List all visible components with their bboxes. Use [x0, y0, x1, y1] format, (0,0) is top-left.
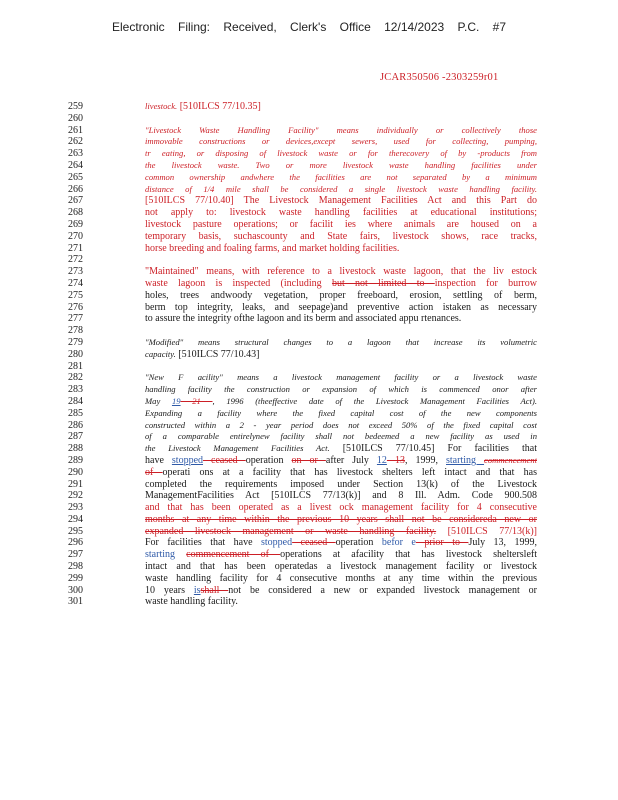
- line-text: [145, 136, 537, 148]
- text-segment: constructed within a 2 - year period does not exceed 50% of the fixed capital cost: [145, 419, 537, 430]
- line-number: 265: [68, 171, 83, 183]
- text-segment: starting: [446, 454, 485, 466]
- text-segment: [510ILCS 77/10.40] The Livestock Management Facilities Act and this Part do: [145, 195, 537, 207]
- line-number: 281: [68, 360, 83, 372]
- document-line: [0, 184, 618, 196]
- line-number: 291: [68, 478, 83, 490]
- text-segment: commencement: [484, 454, 537, 465]
- line-number: 298: [68, 561, 83, 573]
- line-number: 295: [68, 525, 83, 537]
- text-segment: shall: [200, 584, 229, 596]
- document-line: [0, 443, 618, 455]
- document-line: [0, 361, 618, 373]
- text-segment: operation: [335, 537, 382, 549]
- line-text: [145, 101, 537, 113]
- line-number: 277: [68, 313, 83, 325]
- document-line: [0, 502, 618, 514]
- text-segment: ceased: [292, 537, 336, 549]
- text-segment: distance of 1/4 mile shall be considered a single livestock waste handling facility.: [145, 183, 537, 194]
- line-number: 289: [68, 454, 83, 466]
- line-number: 264: [68, 159, 83, 171]
- line-text: [145, 479, 537, 491]
- line-text: [145, 396, 537, 408]
- document-line: [0, 313, 618, 325]
- line-text: [145, 585, 537, 597]
- line-text: [145, 596, 537, 608]
- text-segment: , 1999,: [404, 454, 446, 466]
- text-segment: to assure the integrity ofthe lagoon and its berm and associated appu rtenances.: [145, 313, 462, 325]
- text-segment: waste lagoon is inspected (including: [145, 277, 332, 289]
- text-segment: not apply to: livestock waste handling facilities at educational institutions;: [145, 207, 537, 219]
- line-number: 301: [68, 596, 83, 608]
- line-text: [145, 231, 537, 243]
- text-segment: completed the requirements imposed under Section 13(k) of the Livestock: [145, 478, 537, 490]
- document-line: [0, 136, 618, 148]
- document-line: [0, 219, 618, 231]
- text-segment: on or: [291, 454, 326, 466]
- document-line: [0, 467, 618, 479]
- line-text: [145, 302, 537, 314]
- text-segment: of a comparable entirelynew facility shall not bedeemed a new facility as used in: [145, 431, 537, 442]
- document-line: [0, 278, 618, 290]
- text-segment: July 13, 1999,: [468, 537, 537, 549]
- text-segment: not be considered a new or expanded livestock management or: [228, 584, 537, 596]
- text-segment: ManagementFacilities Act [510ILCS 77/13(k)] and 8 Ill. Adm. Code 900.508: [145, 490, 537, 502]
- text-segment: [510ILCS 77/10.35]: [177, 101, 261, 112]
- text-segment: the livestock waste. Two or more livestock waste handling facilities under: [145, 159, 537, 170]
- document-line: [0, 455, 618, 467]
- document-line: [0, 514, 618, 526]
- text-segment: have: [145, 454, 172, 466]
- document-line: [0, 408, 618, 420]
- line-number: 300: [68, 584, 83, 596]
- document-line: [0, 537, 618, 549]
- document-line: [0, 431, 618, 443]
- line-text: [145, 349, 537, 361]
- text-segment: operati ons at a facility that has livestock shelters left intact and that has: [162, 466, 537, 478]
- text-segment: operation: [245, 454, 292, 466]
- text-segment: capacity.: [145, 348, 176, 359]
- text-segment: "Livestock Waste Handling Facility" means individually or collectively those: [145, 124, 537, 135]
- line-number: 283: [68, 384, 83, 396]
- line-number: 269: [68, 218, 83, 230]
- text-segment: operations at afacility that has livestock sheltersleft: [280, 549, 537, 561]
- line-number: 273: [68, 266, 83, 278]
- text-segment: 21: [180, 395, 213, 406]
- document-line: [0, 231, 618, 243]
- text-segment: handling facility the construction or expansion of which is commenced onor after: [145, 384, 537, 395]
- line-text: [145, 219, 537, 231]
- line-number: 288: [68, 443, 83, 455]
- text-segment: holes, trees andwoody vegetation, proper freeboard, erosion, settling of berm,: [145, 289, 537, 301]
- text-segment: and that has been operated as a livest ock management facility for 4 consecutive: [145, 502, 537, 514]
- line-text: [145, 125, 537, 137]
- document-line: [0, 207, 618, 219]
- document-line: [0, 266, 618, 278]
- line-number: 271: [68, 242, 83, 254]
- line-number: 285: [68, 407, 83, 419]
- text-segment: is: [193, 584, 201, 596]
- text-segment: 10 years: [145, 584, 194, 596]
- line-text: [145, 514, 537, 526]
- document-line: [0, 302, 618, 314]
- line-text: [145, 372, 537, 384]
- line-number: 287: [68, 431, 83, 443]
- line-number: 282: [68, 372, 83, 384]
- text-segment: temporary basis, suchascounty and State fairs, livestock shows, race tracks,: [145, 230, 537, 242]
- document-line: [0, 479, 618, 491]
- line-number: 267: [68, 195, 83, 207]
- document-line: [0, 396, 618, 408]
- line-number: 274: [68, 277, 83, 289]
- text-segment: inspection for burrow: [434, 277, 537, 289]
- text-segment: , 1996 (theeffective date of the Livestock Management Facilities Act).: [212, 395, 537, 406]
- line-text: [145, 337, 537, 349]
- line-text: [145, 243, 537, 255]
- filing-header: Electronic Filing: Received, Clerk's Office 12/14/2023 P.C. #7: [111, 20, 506, 34]
- text-segment: 13: [386, 454, 405, 466]
- text-segment: expanded livestock management or waste handling facility.: [145, 525, 437, 537]
- line-text: [145, 490, 537, 502]
- line-text: [145, 278, 537, 290]
- text-segment: [510ILCS 77/13(k)]: [436, 525, 537, 537]
- document-body: [0, 101, 618, 608]
- line-text: [145, 148, 537, 160]
- line-number: 299: [68, 572, 83, 584]
- line-number: 260: [68, 112, 83, 124]
- document-line: [0, 125, 618, 137]
- text-segment: "New F acility" means a livestock management facility or a livestock waste: [145, 372, 537, 383]
- text-segment: 12: [376, 454, 387, 466]
- line-text: [145, 160, 537, 172]
- text-segment: commencement of: [186, 549, 281, 561]
- document-line: [0, 172, 618, 184]
- line-text: [145, 561, 537, 573]
- document-line: [0, 573, 618, 585]
- text-segment: waste handling facility.: [145, 596, 238, 608]
- line-text: [145, 455, 537, 467]
- document-id: JCAR350506 -2303259r01: [380, 72, 499, 83]
- line-number: 270: [68, 230, 83, 242]
- document-line: [0, 160, 618, 172]
- text-segment: starting: [145, 549, 187, 561]
- line-number: 292: [68, 490, 83, 502]
- text-segment: horse breeding and foaling farms, and market holding facilities.: [145, 242, 400, 254]
- line-text: [145, 537, 537, 549]
- text-segment: months at any time within the previous 10 years shall not be considereda new or: [145, 513, 537, 525]
- line-text: [145, 313, 537, 325]
- text-segment: [510ILCS 77/10.45] For facilities that: [329, 443, 537, 455]
- text-segment: livestock.: [145, 101, 178, 111]
- line-text: [145, 573, 537, 585]
- line-number: 266: [68, 183, 83, 195]
- document-line: [0, 526, 618, 538]
- line-number: 268: [68, 207, 83, 219]
- text-segment: stopped: [261, 537, 293, 549]
- text-segment: berm top integrity, leaks, and seepage)and preventive action istaken as necessary: [145, 301, 537, 313]
- text-segment: "Maintained" means, with reference to a livestock waste lagoon, that the liv estock: [145, 266, 537, 278]
- line-number: 261: [68, 124, 83, 136]
- line-text: [145, 526, 537, 538]
- line-text: [145, 207, 537, 219]
- text-segment: Expanding a facility where the fixed capital cost of the new components: [145, 407, 537, 418]
- text-segment: prior to: [415, 537, 469, 549]
- document-line: [0, 254, 618, 266]
- text-segment: of: [145, 466, 163, 478]
- text-segment: after July: [325, 454, 377, 466]
- line-text: [145, 443, 537, 455]
- text-segment: waste handling facility for 4 consecutive months at any time within the previous: [145, 572, 537, 584]
- document-line: [0, 549, 618, 561]
- line-text: [145, 266, 537, 278]
- document-line: [0, 372, 618, 384]
- line-text: [145, 172, 537, 184]
- document-line: [0, 101, 618, 113]
- text-segment: [510ILCS 77/10.43]: [175, 348, 260, 360]
- line-number: 294: [68, 513, 83, 525]
- line-number: 272: [68, 254, 83, 266]
- line-number: 297: [68, 549, 83, 561]
- line-number: 259: [68, 101, 83, 112]
- document-line: [0, 290, 618, 302]
- document-line: [0, 148, 618, 160]
- line-number: 275: [68, 289, 83, 301]
- document-line: [0, 490, 618, 502]
- document-line: [0, 384, 618, 396]
- line-text: [145, 467, 537, 479]
- line-text: [145, 431, 537, 443]
- document-line: [0, 195, 618, 207]
- line-number: 284: [68, 395, 83, 407]
- line-number: 290: [68, 466, 83, 478]
- document-line: [0, 337, 618, 349]
- text-segment: 19: [171, 395, 181, 406]
- line-text: [145, 408, 537, 420]
- text-segment: befor e: [381, 537, 416, 549]
- line-text: [145, 184, 537, 196]
- line-text: [145, 420, 537, 432]
- text-segment: livestock pasture operations; or facilit ies where animals are housed on a: [145, 218, 537, 230]
- line-number: 262: [68, 136, 83, 148]
- line-number: 263: [68, 148, 83, 160]
- document-line: [0, 561, 618, 573]
- line-number: 278: [68, 325, 83, 337]
- text-segment: but not limited to: [331, 277, 435, 289]
- document-line: [0, 420, 618, 432]
- line-number: 279: [68, 336, 83, 348]
- line-text: [145, 384, 537, 396]
- text-segment: common ownership andwhere the facilities are not separated by a minimum: [145, 171, 537, 182]
- document-line: [0, 585, 618, 597]
- line-number: 280: [68, 348, 83, 360]
- text-segment: tr eating, or disposing of livestock waste or for therecovery of by -products from: [145, 148, 537, 159]
- document-line: [0, 349, 618, 361]
- document-line: [0, 113, 618, 125]
- text-segment: "Modified" means structural changes to a lagoon that increase its volumetric: [145, 336, 537, 347]
- line-text: [145, 195, 537, 207]
- line-text: [145, 502, 537, 514]
- text-segment: intact and that has been operatedas a livestock management facility or livestock: [145, 561, 537, 573]
- line-number: 296: [68, 537, 83, 549]
- document-line: [0, 243, 618, 255]
- line-number: 276: [68, 301, 83, 313]
- document-line: [0, 596, 618, 608]
- text-segment: the Livestock Management Facilities Act.: [145, 443, 330, 454]
- text-segment: immovable constructions or devices,except sewers, used for collecting, pumping,: [145, 136, 537, 147]
- line-text: [145, 549, 537, 561]
- text-segment: For facilities that have: [145, 537, 261, 549]
- line-number: 293: [68, 502, 83, 514]
- text-segment: stopped: [171, 454, 204, 466]
- line-number: 286: [68, 419, 83, 431]
- line-text: [145, 290, 537, 302]
- text-segment: May: [145, 395, 172, 406]
- document-line: [0, 325, 618, 337]
- text-segment: ceased: [203, 454, 246, 466]
